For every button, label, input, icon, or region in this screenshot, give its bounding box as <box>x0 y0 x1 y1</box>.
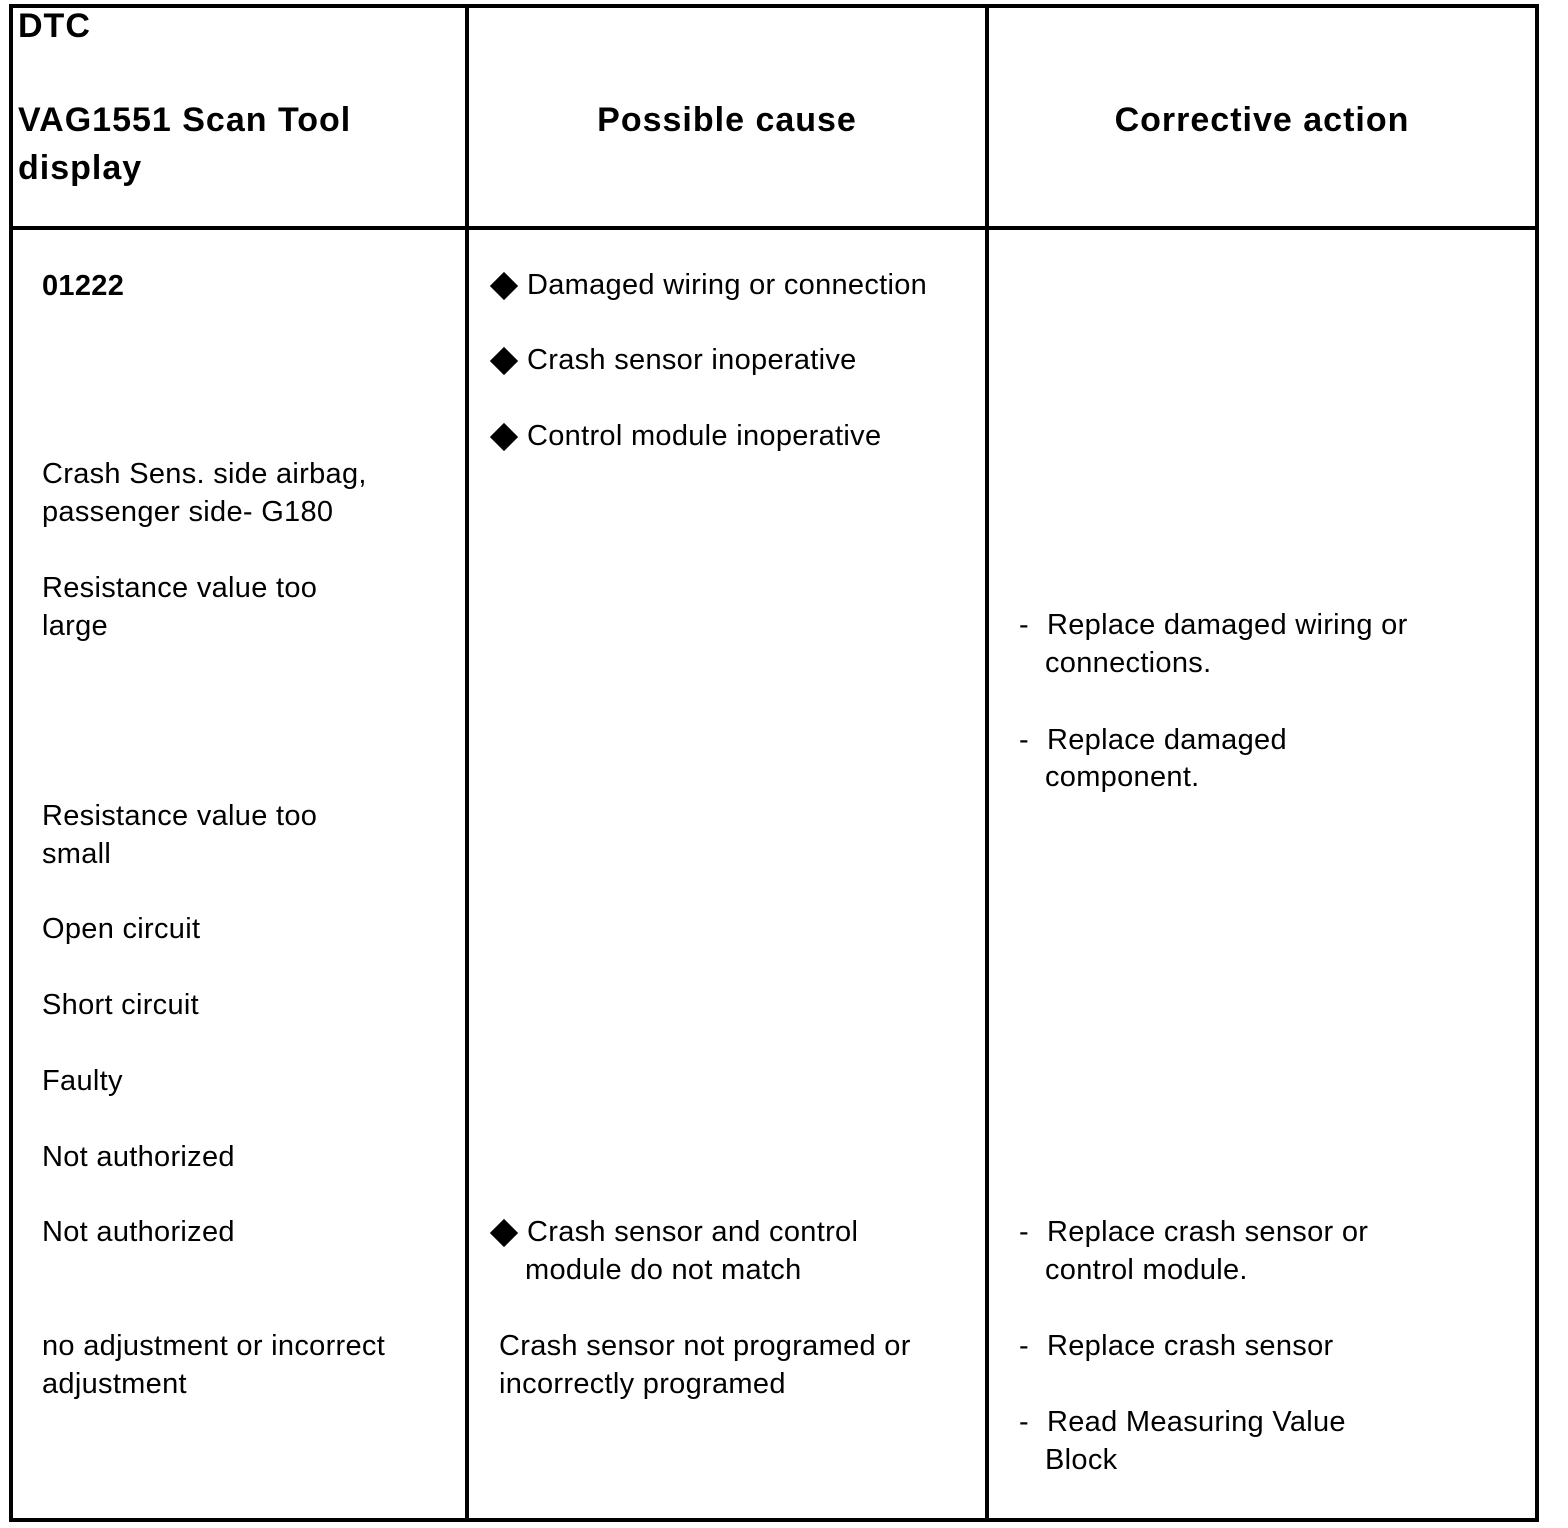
action-text: connections. <box>1045 647 1212 679</box>
fault-text: Resistance value too <box>42 572 318 604</box>
action-text: Replace damaged <box>1047 724 1287 756</box>
dtc-code: 01222 <box>42 270 125 302</box>
dtc-component-line2: passenger side- G180 <box>42 496 334 528</box>
header-dtc-line2: VAG1551 Scan Tool <box>18 101 352 139</box>
action-text: Read Measuring Value <box>1047 1406 1346 1438</box>
fault-text: Resistance value too <box>42 800 318 832</box>
action-text: Replace crash sensor or <box>1047 1216 1369 1248</box>
header-divider <box>9 226 1539 230</box>
action-text: Block <box>1045 1444 1118 1476</box>
fault-text: small <box>42 838 112 870</box>
fault-text: Short circuit <box>42 989 199 1021</box>
dash-bullet-icon: - <box>1019 724 1029 756</box>
cause-text: incorrectly programed <box>499 1368 786 1400</box>
dash-bullet-icon: - <box>1019 609 1029 641</box>
header-dtc-line1: DTC <box>18 7 91 45</box>
action-text: Replace crash sensor <box>1047 1330 1334 1362</box>
cause-text: Crash sensor and control <box>527 1216 859 1248</box>
header-corrective-action: Corrective action <box>1114 101 1410 139</box>
cause-text: Crash sensor inoperative <box>527 344 857 376</box>
table-border <box>9 4 1539 1522</box>
action-text: control module. <box>1045 1254 1248 1286</box>
column-divider-1 <box>465 4 469 1522</box>
cause-text: Control module inoperative <box>527 420 882 452</box>
dash-bullet-icon: - <box>1019 1406 1029 1438</box>
fault-text: Not authorized <box>42 1141 235 1173</box>
header-possible-cause: Possible cause <box>597 101 857 139</box>
dash-bullet-icon: - <box>1019 1216 1029 1248</box>
dtc-component-line1: Crash Sens. side airbag, <box>42 458 367 490</box>
fault-text: no adjustment or incorrect <box>42 1330 386 1362</box>
cause-text: module do not match <box>525 1254 802 1286</box>
fault-text: adjustment <box>42 1368 187 1400</box>
cause-text: Damaged wiring or connection <box>527 269 928 301</box>
fault-text: Open circuit <box>42 913 201 945</box>
header-dtc-line3: display <box>18 149 143 187</box>
action-text: Replace damaged wiring or <box>1047 609 1408 641</box>
fault-text: Not authorized <box>42 1216 235 1248</box>
fault-text: Faulty <box>42 1065 123 1097</box>
fault-text: large <box>42 610 108 642</box>
dash-bullet-icon: - <box>1019 1330 1029 1362</box>
column-divider-2 <box>985 4 989 1522</box>
action-text: component. <box>1045 761 1200 793</box>
cause-text: Crash sensor not programed or <box>499 1330 911 1362</box>
